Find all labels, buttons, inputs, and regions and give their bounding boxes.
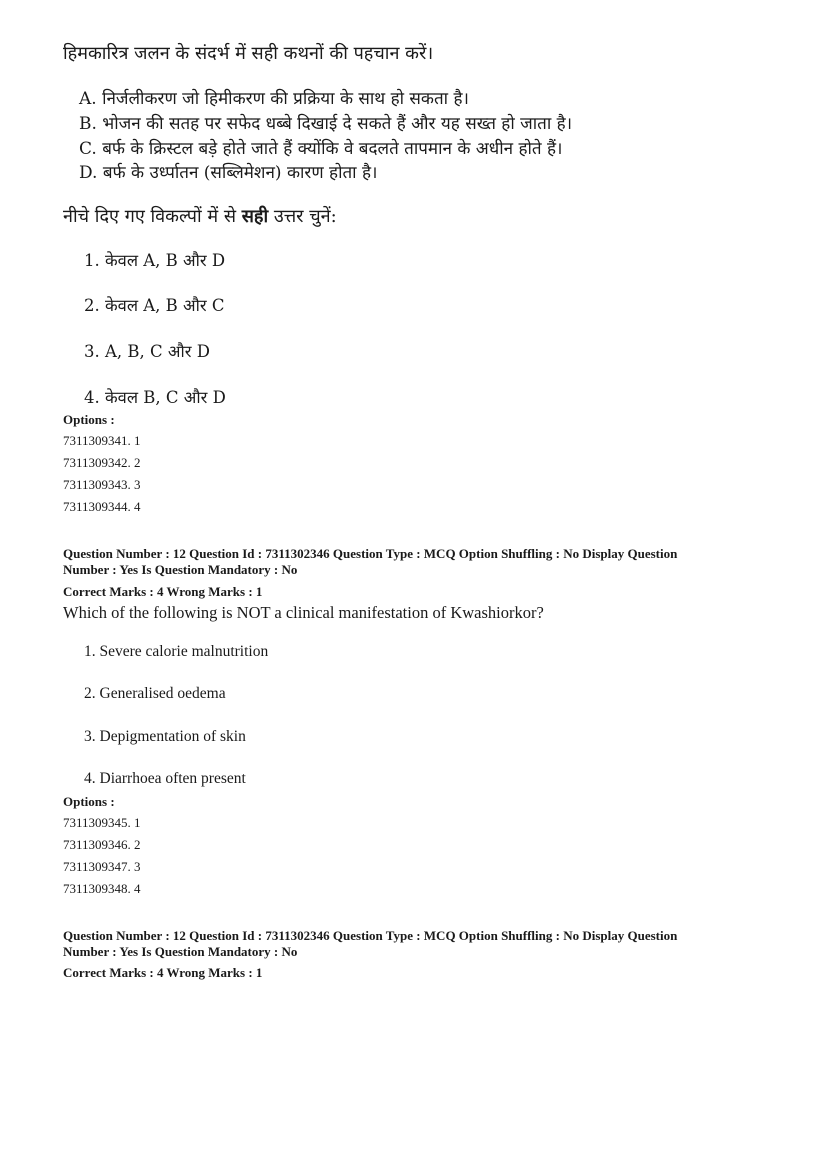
choice-4: 4. Diarrhoea often present xyxy=(84,770,246,787)
choice-3: 3. Depigmentation of skin xyxy=(84,728,246,745)
choice-2: 2. केवल A, B और C xyxy=(84,296,225,315)
choice-1: 1. केवल A, B और D xyxy=(84,251,226,270)
instruction-line xyxy=(63,206,337,228)
option-row: 7311309346. 2 xyxy=(63,837,141,852)
options-heading: Options : xyxy=(63,794,115,809)
option-row: 7311309345. 1 xyxy=(63,815,141,830)
question-meta-line2: Number : Yes Is Question Mandatory : No xyxy=(63,562,298,577)
instruction-pre: नीचे दिए गए विकल्पों में से xyxy=(63,206,242,227)
question-meta-line1: Question Number : 12 Question Id : 7311302346 Question Type : MCQ Option Shuffling : No Display Question xyxy=(63,928,678,943)
question-meta-line1: Question Number : 12 Question Id : 7311302346 Question Type : MCQ Option Shuffling : No Display Question xyxy=(63,546,678,561)
option-row: 7311309344. 4 xyxy=(63,499,141,514)
options-heading: Options : xyxy=(63,412,115,427)
option-row: 7311309347. 3 xyxy=(63,859,141,874)
statement-b: B. भोजन की सतह पर सफेद धब्बे दिखाई दे सकते हैं और यह सख्त हो जाता है। xyxy=(79,114,573,134)
choice-2: 2. Generalised oedema xyxy=(84,685,226,702)
question-marks: Correct Marks : 4 Wrong Marks : 1 xyxy=(63,965,263,980)
instruction-bold: सही xyxy=(241,206,269,227)
option-row: 7311309348. 4 xyxy=(63,881,141,896)
statement-a: A. निर्जलीकरण जो हिमीकरण की प्रक्रिया के साथ हो सकता है। xyxy=(79,89,469,109)
statement-c: C. बर्फ के क्रिस्टल बड़े होते जाते हैं क्योंकि वे बदलते तापमान के अधीन होते हैं। xyxy=(79,139,563,159)
option-row: 7311309343. 3 xyxy=(63,477,141,492)
choice-1: 1. Severe calorie malnutrition xyxy=(84,643,269,660)
option-row: 7311309342. 2 xyxy=(63,455,141,470)
choice-4: 4. केवल B, C और D xyxy=(84,388,226,407)
statement-d: D. बर्फ के उर्ध्पातन (सब्लिमेशन) कारण होता है। xyxy=(79,163,378,183)
question-stem-english: Which of the following is NOT a clinical manifestation of Kwashiorkor? xyxy=(63,603,544,622)
question-marks: Correct Marks : 4 Wrong Marks : 1 xyxy=(63,584,263,599)
question-stem-hindi: हिमकारित्र जलन के संदर्भ में सही कथनों की पहचान करें। xyxy=(63,43,434,64)
instruction-post: उत्तर चुनें: xyxy=(268,206,337,227)
option-row: 7311309341. 1 xyxy=(63,433,141,448)
question-meta-line2: Number : Yes Is Question Mandatory : No xyxy=(63,944,298,959)
choice-3: 3. A, B, C और D xyxy=(84,342,210,361)
